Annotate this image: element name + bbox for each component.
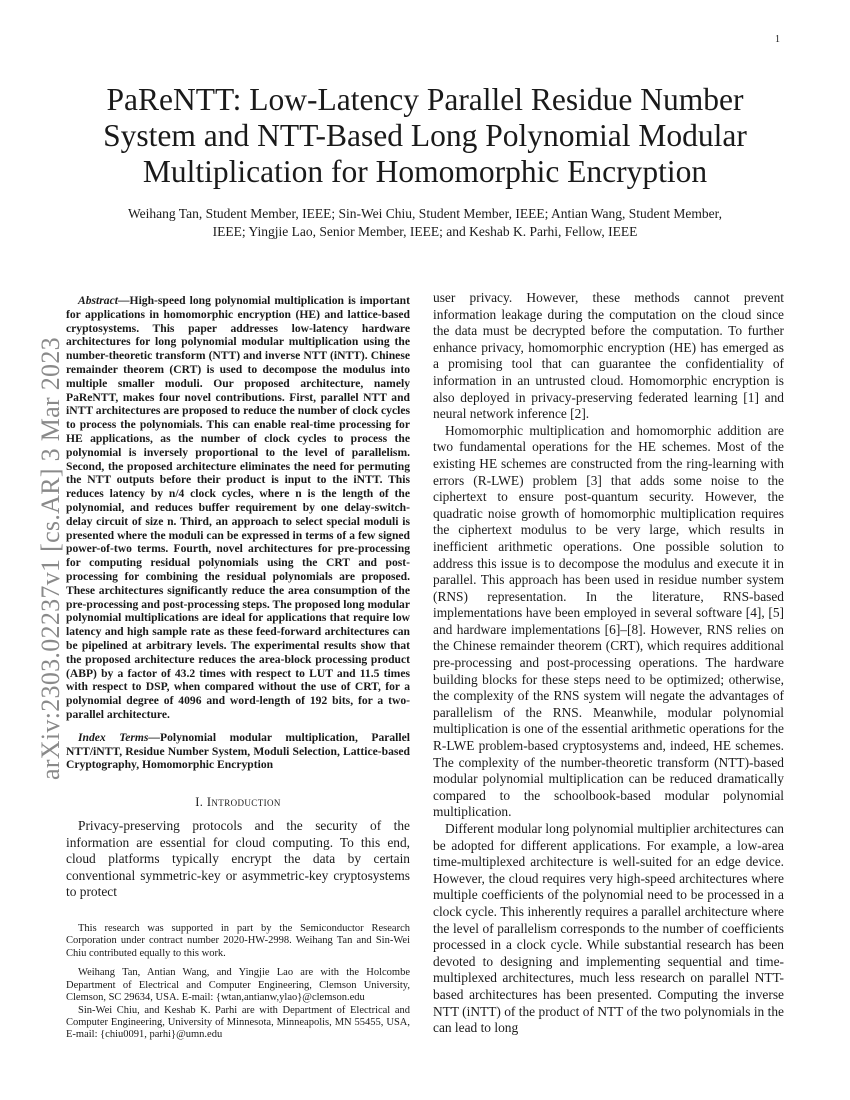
page-number: 1 [775,34,780,45]
body-paragraph: Different modular long polynomial multiplier architectures can be adopted for different applications. For example, a low-area time-multiplexed architecture is well-suited for an edge device. However, the cloud requires very high-speed architectures where multiple coefficients of the polynomial need to be processed in a clock cycle. This inherently requires a parallel architecture where the level of parallelism corresponds to the number of coefficients processed in a clock cycle. While substantial research has been devoted to designing and implementing sequential and time-multiplexed architectures, much less research on parallel NTT-based architectures has been presented. Computing the inverse NTT (iNTT) of the product of NTT of the two polynomials in the can lead to long [433,821,784,1036]
right-column [433,290,784,1037]
footnote-affiliation-clemson: Weihang Tan, Antian Wang, and Yingjie Lao are with the Holcombe Department of Electrical and Computer Engineering, Clemson University, Clemson, SC 29634, USA. E-mail: {wtan,antianw,ylao}@clemson.edu [66,967,410,1004]
section-numeral: I. [195,795,207,810]
paper-title: PaReNTT: Low-Latency Parallel Residue Number System and NTT-Based Long Polynomial Modular Multiplication for Homomorphic Encryption [103,82,747,189]
left-column [66,294,410,1042]
body-paragraph: Homomorphic multiplication and homomorphic addition are two fundamental operations for the HE schemes. Most of the existing HE schemes are constructed from the ring-learning with errors (R-LWE) problem [3] that adds some noise to the ciphertext to ensure post-quantum security. However, the quadratic noise growth of homomorphic multiplication requires the ciphertext modulus to be very large, which results in inefficient arithmetic operations. One possible solution to address this issue is to decompose the modulus and execute it in parallel. This approach has been used in residue number system (RNS) representation. In the literature, RNS-based implementations have been employed in several software [4], [5] and hardware implementations [6]–[8]. However, RNS relies on the Chinese remainder theorem (CRT), which requires additional pre-processing and post-processing operations. The hardware building blocks for these steps need to be optimized; otherwise, the complexity of the RNS system will negate the advantages of parallelism of the RNS. Meanwhile, modular polynomial multiplication is one of the essential arithmetic operations for the R-LWE problem-based cryptosystems and, indeed, HE schemes. The complexity of the number-theoretic transform (NTT)-based modular polynomial multiplication can be reduced dramatically compared to the schoolbook-based modular polynomial multiplication. [433,422,784,820]
footnote-affiliation-minnesota: Sin-Wei Chiu, and Keshab K. Parhi are with Department of Electrical and Computer Engineering, University of Minnesota, Minneapolis, MN 55455, USA, E-mail: {chiu0091, parhi}@umn.edu [66,1004,410,1041]
section-heading-introduction [66,795,410,810]
author-list: Weihang Tan, Student Member, IEEE; Sin-Wei Chiu, Student Member, IEEE; Antian Wang, Student Member, IEEE; Yingjie Lao, Senior Member, IEEE; and Keshab K. Parhi, Fellow, IEEE [128,206,722,239]
section-title: Introduction [206,795,281,810]
abstract-label: Abstract— [78,294,130,307]
footnotes [66,923,410,1042]
index-terms [66,731,410,772]
body-paragraph: user privacy. However, these methods cannot prevent information leakage during the computation on the cloud since the data must be decrypted before the computation. To further enhance privacy, homomorphic encryption (HE) has emerged as a promising tool that can guarantee the confidentiality of information in an untrusted cloud. Homomorphic encryption is also deployed in privacy-preserving federated learning [1] and neural network inference [2]. [433,290,784,422]
index-terms-text: Polynomial modular multiplication, Parallel NTT/iNTT, Residue Number System, Moduli Selection, Lattice-based Cryptography, Homomorphic Encryption [66,730,410,772]
intro-paragraph: Privacy-preserving protocols and the security of the information are essential for cloud computing. To this end, cloud platforms typically encrypt the data by certain conventional symmetric-key or asymmetric-key cryptosystems to protect [66,818,410,900]
abstract [66,294,410,722]
index-terms-label: Index Terms— [78,730,161,744]
footnote-funding: This research was supported in part by the Semiconductor Research Corporation under contract number 2020-HW-2998. Weihang Tan and Sin-Wei Chiu contributed equally to this work. [66,923,410,959]
arxiv-identifier[interactable]: arXiv:2303.02237v1 [cs.AR] 3 Mar 2023 [36,337,65,780]
abstract-text: High-speed long polynomial multiplication is important for applications in homomorphic encryption (HE) and lattice-based cryptosystems. This paper addresses low-latency hardware architectures for long polynomial modular multiplication using the number-theoretic transform (NTT) and inverse NTT (iNTT). Chinese remainder theorem (CRT) is used to decompose the modulus into multiple smaller moduli. Our proposed architecture, namely PaReNTT, makes four novel contributions. First, parallel NTT and iNTT architectures are proposed to reduce the number of clock cycles to process the polynomials. This can enable real-time processing for HE applications, as the number of clock cycles to process the polynomial is inversely proportional to the level of parallelism. Second, the proposed architecture eliminates the need for permuting the NTT outputs before their product is input to the iNTT. This reduces latency by n/4 clock cycles, where n is the length of the polynomial, and reduces buffer requirement by one delay-switch-delay circuit of size n. Third, an approach to select special moduli is presented where the moduli can be expressed in terms of a few signed power-of-two terms. Fourth, novel architectures for pre-processing for computing residual polynomials using the CRT and post-processing for combining the residual polynomials are proposed. These architectures significantly reduce the area consumption of the pre-processing and post-processing steps. The proposed long modular polynomial multiplications are ideal for applications that require low latency and high sample rate as these feed-forward architectures can be pipelined at arbitrary levels. The experimental results show that the proposed architecture reduces the area-block processing product (ABP) by a factor of 43.2 times with respect to LUT and 11.5 times with respect to DSP, when compared without the use of CRT, for a polynomial degree of 4096 and word-length of 192 bits, for a two-parallel architecture. [66,294,410,721]
